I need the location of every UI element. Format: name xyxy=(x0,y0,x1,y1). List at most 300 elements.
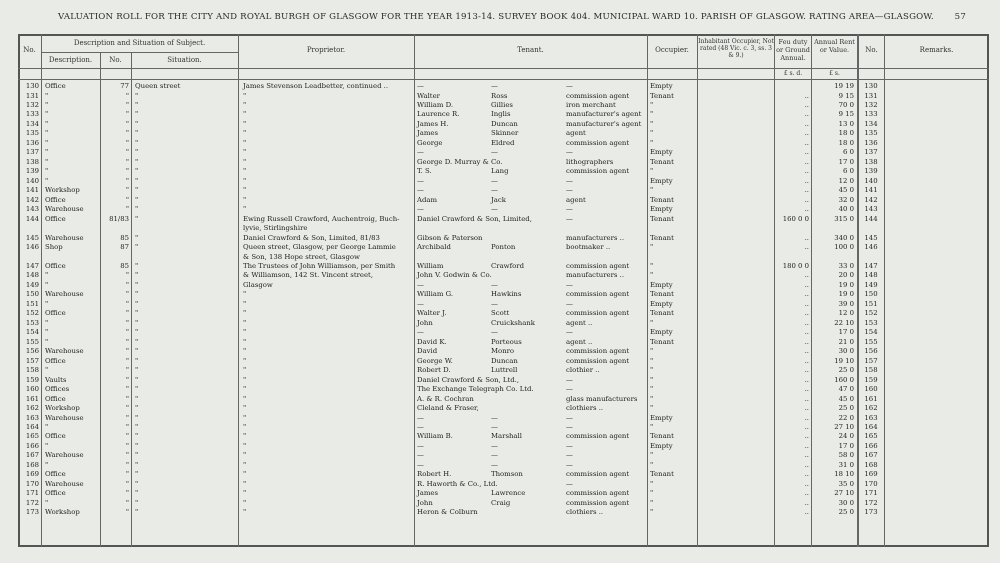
row-tenant-occupation: commission agent xyxy=(566,309,630,318)
row-description: " xyxy=(45,148,49,157)
row-number-right: 163 xyxy=(864,413,878,422)
row-situation: " xyxy=(135,233,139,242)
row-occupier: " xyxy=(650,394,654,403)
row-occupier: " xyxy=(650,404,654,412)
row-tenant-first: — xyxy=(417,148,424,157)
row-description: Office xyxy=(45,82,66,90)
row-street-number: " xyxy=(125,508,129,517)
row-number: 155 xyxy=(25,337,39,346)
row-situation: " xyxy=(135,129,139,138)
row-number: 171 xyxy=(25,489,39,498)
row-occupier: Tenant xyxy=(650,195,674,204)
row-occupier: " xyxy=(650,167,654,176)
row-tenant-first: — xyxy=(417,299,424,308)
row-street-number: " xyxy=(125,176,129,185)
row-number: 166 xyxy=(25,441,39,450)
row-number-right: 141 xyxy=(864,186,878,195)
row-number-right: 130 xyxy=(864,82,878,90)
row-annual-value: 9 15 xyxy=(838,91,854,100)
row-occupier: Empty xyxy=(650,441,673,450)
row-description: " xyxy=(45,460,49,469)
row-feu-duty: .. xyxy=(804,337,809,346)
row-number-right: 152 xyxy=(864,309,878,318)
row-feu-duty: .. xyxy=(804,489,809,498)
row-number: 137 xyxy=(25,148,39,157)
row-tenant-first: James xyxy=(417,129,439,138)
row-proprietor: " xyxy=(243,489,247,498)
row-annual-value: 12 0 xyxy=(838,309,854,318)
row-occupier: " xyxy=(650,508,654,517)
row-tenant-occupation: commission agent xyxy=(566,91,630,100)
row-proprietor: " xyxy=(243,138,247,147)
row-annual-value: 6 0 xyxy=(843,167,854,176)
row-feu-duty: .. xyxy=(804,299,809,308)
row-tenant-occupation: agent xyxy=(566,129,586,138)
row-feu-duty: .. xyxy=(804,394,809,403)
row-situation: " xyxy=(135,470,139,479)
row-tenant-first: Walter J. xyxy=(417,309,447,318)
row-tenant-occupation: — xyxy=(566,328,573,337)
row-situation: " xyxy=(135,280,139,289)
row-tenant-first: William B. xyxy=(417,432,453,441)
row-number-right: 168 xyxy=(864,460,878,469)
row-occupier: " xyxy=(650,385,654,393)
row-feu-duty: .. xyxy=(804,119,809,128)
row-street-number: " xyxy=(125,290,129,299)
row-feu-duty: .. xyxy=(804,290,809,299)
row-street-number: " xyxy=(125,205,129,214)
row-tenant-last: — xyxy=(491,451,498,460)
row-annual-value: 19 0 xyxy=(838,290,854,299)
row-situation: " xyxy=(135,385,139,393)
row-annual-value: 25 0 xyxy=(838,508,854,517)
row-tenant-first: Cleland & Fraser, xyxy=(417,404,479,412)
row-tenant-occupation: manufacturers .. xyxy=(566,233,625,242)
row-annual-value: 39 0 xyxy=(838,299,854,308)
row-proprietor: lyvie, Stirlingshire xyxy=(243,224,308,233)
row-description: Warehouse xyxy=(45,290,84,299)
row-situation: Queen street xyxy=(135,82,181,90)
row-annual-value: 27 10 xyxy=(834,489,854,498)
row-annual-value: 35 0 xyxy=(838,479,854,488)
row-feu-duty: .. xyxy=(804,470,809,479)
row-feu-duty: .. xyxy=(804,167,809,176)
row-tenant-occupation: clothiers .. xyxy=(566,404,604,412)
row-situation: " xyxy=(135,413,139,422)
row-number-right: 166 xyxy=(864,441,878,450)
row-tenant-last: — xyxy=(491,460,498,469)
row-annual-value: 27 10 xyxy=(834,422,854,431)
row-number: 151 xyxy=(25,299,39,308)
row-proprietor: & Son, 138 Hope street, Glasgow xyxy=(243,252,360,261)
col-remarks-header: Remarks. xyxy=(919,46,954,54)
row-annual-value: 24 0 xyxy=(838,432,854,441)
row-annual-value: 40 0 xyxy=(838,205,854,214)
row-proprietor: James Stevenson Leadbetter, continued .. xyxy=(243,82,389,90)
row-proprietor: " xyxy=(243,356,247,365)
row-proprietor: " xyxy=(243,100,247,109)
row-number: 132 xyxy=(25,100,39,109)
row-tenant-occupation: — xyxy=(566,451,573,460)
row-occupier: " xyxy=(650,100,654,109)
row-number-right: 140 xyxy=(864,176,878,185)
page-title: VALUATION ROLL FOR THE CITY AND ROYAL BURGH OF GLASGOW FOR THE YEAR 1913-14. SURVEY BOOK 404. MUNICIPAL WARD 10. PARISH OF GLASGOW. RATING AREA—GLASGOW. xyxy=(58,12,934,22)
row-tenant-first: William G. xyxy=(417,290,454,299)
row-number: 163 xyxy=(25,413,39,422)
row-tenant-first: R. Haworth & Co., Ltd. xyxy=(417,479,498,488)
row-street-number: " xyxy=(125,413,129,422)
row-feu-duty: .. xyxy=(804,479,809,488)
row-feu-duty: .. xyxy=(804,176,809,185)
row-annual-value: 19 19 xyxy=(834,82,854,90)
row-number-right: 156 xyxy=(864,347,878,356)
row-proprietor: " xyxy=(243,110,247,119)
row-number-right: 146 xyxy=(864,243,878,251)
row-description: Office xyxy=(45,356,66,365)
row-tenant-occupation: — xyxy=(566,205,573,214)
col-description-header: Description. xyxy=(48,56,93,64)
row-number-right: 151 xyxy=(864,299,878,308)
row-situation: " xyxy=(135,318,139,327)
row-street-number: " xyxy=(125,129,129,138)
row-tenant-first: — xyxy=(417,205,424,214)
row-feu-duty: .. xyxy=(804,441,809,450)
col-desc-group-header: Description and Situation of Subject. xyxy=(73,39,206,47)
row-proprietor: " xyxy=(243,309,247,318)
row-proprietor: " xyxy=(243,404,247,412)
column-rule xyxy=(238,34,239,547)
row-tenant-first: Heron & Colburn xyxy=(417,508,478,517)
row-occupier: " xyxy=(650,110,654,119)
row-street-number: 81/83 xyxy=(109,214,129,223)
row-tenant-last: Thomson xyxy=(491,470,523,479)
row-street-number: " xyxy=(125,498,129,507)
row-tenant-last: — xyxy=(491,299,498,308)
row-proprietor: " xyxy=(243,432,247,441)
row-proprietor: " xyxy=(243,299,247,308)
row-description: Warehouse xyxy=(45,205,84,214)
row-feu-duty: .. xyxy=(804,205,809,214)
row-tenant-last: Marshall xyxy=(491,432,522,441)
row-occupier: " xyxy=(650,261,654,270)
row-street-number: 85 xyxy=(120,261,129,270)
row-street-number: " xyxy=(125,347,129,356)
row-occupier: Empty xyxy=(650,205,673,214)
row-proprietor: Daniel Crawford & Son, Limited, 81/83 xyxy=(243,233,380,242)
row-proprietor: " xyxy=(243,129,247,138)
row-proprietor: " xyxy=(243,413,247,422)
row-tenant-first: George W. xyxy=(417,356,453,365)
row-description: Shop xyxy=(45,243,63,251)
row-tenant-first: James xyxy=(417,489,439,498)
row-number: 170 xyxy=(25,479,39,488)
row-street-number: " xyxy=(125,299,129,308)
row-description: Warehouse xyxy=(45,233,84,242)
col-situation-header: Situation. xyxy=(167,56,202,64)
row-occupier: " xyxy=(650,460,654,469)
row-feu-duty: .. xyxy=(804,451,809,460)
row-tenant-last: Gillies xyxy=(491,100,513,109)
row-number: 141 xyxy=(25,186,39,195)
row-tenant-first: — xyxy=(417,460,424,469)
row-description: " xyxy=(45,176,49,185)
row-tenant-first: — xyxy=(417,451,424,460)
row-tenant-first: George xyxy=(417,138,443,147)
row-occupier: Empty xyxy=(650,328,673,337)
row-number-right: 134 xyxy=(864,119,878,128)
row-occupier: " xyxy=(650,271,654,280)
row-feu-duty: .. xyxy=(804,129,809,138)
row-number-right: 154 xyxy=(864,328,878,337)
row-proprietor: " xyxy=(243,385,247,393)
row-annual-value: 22 10 xyxy=(834,318,854,327)
row-number: 169 xyxy=(25,470,39,479)
money-units-feu: £ s. d. xyxy=(783,70,803,77)
row-street-number: 87 xyxy=(120,243,129,251)
row-occupier: Tenant xyxy=(650,233,674,242)
row-feu-duty: .. xyxy=(804,100,809,109)
row-proprietor: " xyxy=(243,119,247,128)
row-situation: " xyxy=(135,337,139,346)
row-tenant-occupation: agent .. xyxy=(566,337,593,346)
row-tenant-occupation: commission agent xyxy=(566,347,630,356)
row-street-number: " xyxy=(125,148,129,157)
row-number-right: 142 xyxy=(864,195,878,204)
row-tenant-first: George D. Murray & Co. xyxy=(417,157,503,166)
row-description: " xyxy=(45,271,49,280)
row-annual-value: 340 0 xyxy=(834,233,854,242)
row-feu-duty: .. xyxy=(804,318,809,327)
row-annual-value: 17 0 xyxy=(838,441,854,450)
row-situation: " xyxy=(135,479,139,488)
row-description: Offices xyxy=(45,385,70,393)
row-proprietor: " xyxy=(243,479,247,488)
row-street-number: " xyxy=(125,394,129,403)
row-annual-value: 100 0 xyxy=(834,243,854,251)
row-feu-duty: .. xyxy=(804,356,809,365)
row-number-right: 147 xyxy=(864,261,878,270)
row-number: 152 xyxy=(25,309,39,318)
row-tenant-first: Walter xyxy=(417,91,440,100)
row-proprietor: " xyxy=(243,167,247,176)
row-street-number: " xyxy=(125,318,129,327)
row-occupier: " xyxy=(650,422,654,431)
row-occupier: Tenant xyxy=(650,157,674,166)
row-feu-duty: .. xyxy=(804,328,809,337)
row-occupier: " xyxy=(650,138,654,147)
row-annual-value: 19 10 xyxy=(834,356,854,365)
row-tenant-occupation: — xyxy=(566,148,573,157)
row-situation: " xyxy=(135,119,139,128)
row-annual-value: 160 0 xyxy=(834,375,854,384)
row-tenant-last: Eldred xyxy=(491,138,515,147)
row-number-right: 165 xyxy=(864,432,878,441)
row-situation: " xyxy=(135,404,139,412)
row-description: " xyxy=(45,441,49,450)
row-occupier: Empty xyxy=(650,176,673,185)
row-tenant-last: — xyxy=(491,422,498,431)
row-annual-value: 17 0 xyxy=(838,328,854,337)
row-feu-duty: .. xyxy=(804,309,809,318)
row-tenant-occupation: iron merchant xyxy=(566,100,616,109)
column-rule xyxy=(884,34,885,547)
row-situation: " xyxy=(135,441,139,450)
row-situation: " xyxy=(135,432,139,441)
row-number: 159 xyxy=(25,375,39,384)
row-occupier: " xyxy=(650,356,654,365)
row-tenant-occupation: — xyxy=(566,422,573,431)
row-feu-duty: .. xyxy=(804,233,809,242)
row-tenant-first: Gibson & Paterson xyxy=(417,233,483,242)
row-number-right: 139 xyxy=(864,167,878,176)
row-occupier: Tenant xyxy=(650,214,674,223)
col-feu-header: Feu duty or Ground Annual. xyxy=(776,38,810,62)
row-situation: " xyxy=(135,243,139,251)
row-description: Vaults xyxy=(45,375,67,384)
row-description: Warehouse xyxy=(45,451,84,460)
row-number-right: 157 xyxy=(864,356,878,365)
row-proprietor: " xyxy=(243,498,247,507)
row-tenant-last: Hawkins xyxy=(491,290,522,299)
row-tenant-first: — xyxy=(417,186,424,195)
row-feu-duty: .. xyxy=(804,498,809,507)
row-number: 140 xyxy=(25,176,39,185)
row-number-right: 169 xyxy=(864,470,878,479)
row-description: Workshop xyxy=(45,508,80,517)
row-annual-value: 18 0 xyxy=(838,138,854,147)
row-occupier: Tenant xyxy=(650,432,674,441)
row-proprietor: " xyxy=(243,366,247,375)
row-street-number: " xyxy=(125,110,129,119)
row-situation: " xyxy=(135,309,139,318)
row-description: Office xyxy=(45,432,66,441)
row-tenant-occupation: clothiers .. xyxy=(566,508,604,517)
row-annual-value: 20 0 xyxy=(838,271,854,280)
row-tenant-first: — xyxy=(417,82,424,90)
row-tenant-last: Lawrence xyxy=(491,489,526,498)
row-tenant-occupation: clothier .. xyxy=(566,366,600,375)
row-tenant-last: — xyxy=(491,176,498,185)
row-street-number: " xyxy=(125,385,129,393)
row-number: 158 xyxy=(25,366,39,375)
row-tenant-occupation: — xyxy=(566,413,573,422)
row-description: " xyxy=(45,110,49,119)
row-annual-value: 58 0 xyxy=(838,451,854,460)
column-rule xyxy=(857,34,859,547)
row-tenant-last: — xyxy=(491,328,498,337)
row-tenant-occupation: commission agent xyxy=(566,138,630,147)
col-no2-header: No. xyxy=(109,56,122,64)
row-number-right: 136 xyxy=(864,138,878,147)
row-tenant-last: — xyxy=(491,148,498,157)
row-feu-duty: .. xyxy=(804,157,809,166)
col-occupier-header: Occupier. xyxy=(655,46,689,54)
row-tenant-last: — xyxy=(491,205,498,214)
row-tenant-last: — xyxy=(491,186,498,195)
row-number-right: 132 xyxy=(864,100,878,109)
row-proprietor: " xyxy=(243,290,247,299)
header-rule xyxy=(18,79,989,80)
row-number: 173 xyxy=(25,508,39,517)
col-proprietor-header: Proprietor. xyxy=(306,46,346,54)
row-street-number: " xyxy=(125,138,129,147)
row-feu-duty: .. xyxy=(804,413,809,422)
row-number: 131 xyxy=(25,91,39,100)
row-proprietor: " xyxy=(243,470,247,479)
row-description: " xyxy=(45,280,49,289)
row-occupier: Tenant xyxy=(650,290,674,299)
row-annual-value: 12 0 xyxy=(838,176,854,185)
row-tenant-last: — xyxy=(491,82,498,90)
row-proprietor: & Williamson, 142 St. Vincent street, xyxy=(243,271,374,280)
row-number: 148 xyxy=(25,271,39,280)
row-street-number: " xyxy=(125,157,129,166)
row-situation: " xyxy=(135,100,139,109)
row-street-number: " xyxy=(125,328,129,337)
row-feu-duty: 180 0 0 xyxy=(782,261,809,270)
row-feu-duty: .. xyxy=(804,138,809,147)
row-situation: " xyxy=(135,167,139,176)
row-description: " xyxy=(45,299,49,308)
row-tenant-first: — xyxy=(417,441,424,450)
row-feu-duty: .. xyxy=(804,404,809,412)
row-proprietor: " xyxy=(243,91,247,100)
row-tenant-first: Adam xyxy=(417,195,438,204)
row-street-number: " xyxy=(125,309,129,318)
row-number: 164 xyxy=(25,422,39,431)
row-occupier: " xyxy=(650,375,654,384)
row-situation: " xyxy=(135,508,139,517)
row-tenant-first: John xyxy=(417,498,433,507)
row-tenant-occupation: — xyxy=(566,479,573,488)
row-tenant-first: — xyxy=(417,280,424,289)
row-tenant-last: — xyxy=(491,280,498,289)
row-tenant-first: T. S. xyxy=(417,167,432,176)
row-tenant-occupation: commission agent xyxy=(566,498,630,507)
row-occupier: Tenant xyxy=(650,470,674,479)
row-tenant-occupation: — xyxy=(566,186,573,195)
row-tenant-last: Cruickshank xyxy=(491,318,535,327)
column-rule xyxy=(131,52,132,547)
row-tenant-first: Robert D. xyxy=(417,366,451,375)
row-street-number: 85 xyxy=(120,233,129,242)
row-number-right: 159 xyxy=(864,375,878,384)
col-inhabitant-header: Inhabitant Occupier, Not rated (48 Vic. c. 3, ss. 3 & 9.) xyxy=(698,38,774,59)
row-proprietor: " xyxy=(243,508,247,517)
row-annual-value: 45 0 xyxy=(838,186,854,195)
row-description: Warehouse xyxy=(45,413,84,422)
row-street-number: " xyxy=(125,195,129,204)
row-situation: " xyxy=(135,148,139,157)
row-feu-duty: .. xyxy=(804,366,809,375)
row-description: Office xyxy=(45,214,66,223)
row-description: Workshop xyxy=(45,404,80,412)
row-situation: " xyxy=(135,157,139,166)
row-tenant-first: William xyxy=(417,261,444,270)
row-street-number: " xyxy=(125,337,129,346)
row-occupier: " xyxy=(650,489,654,498)
row-description: Office xyxy=(45,394,66,403)
row-tenant-occupation: agent xyxy=(566,195,586,204)
row-tenant-last: Monro xyxy=(491,347,515,356)
row-tenant-occupation: — xyxy=(566,214,573,223)
row-tenant-occupation: — xyxy=(566,460,573,469)
row-occupier: " xyxy=(650,186,654,195)
row-annual-value: 17 0 xyxy=(838,157,854,166)
row-number: 161 xyxy=(25,394,39,403)
row-description: " xyxy=(45,167,49,176)
row-situation: " xyxy=(135,460,139,469)
